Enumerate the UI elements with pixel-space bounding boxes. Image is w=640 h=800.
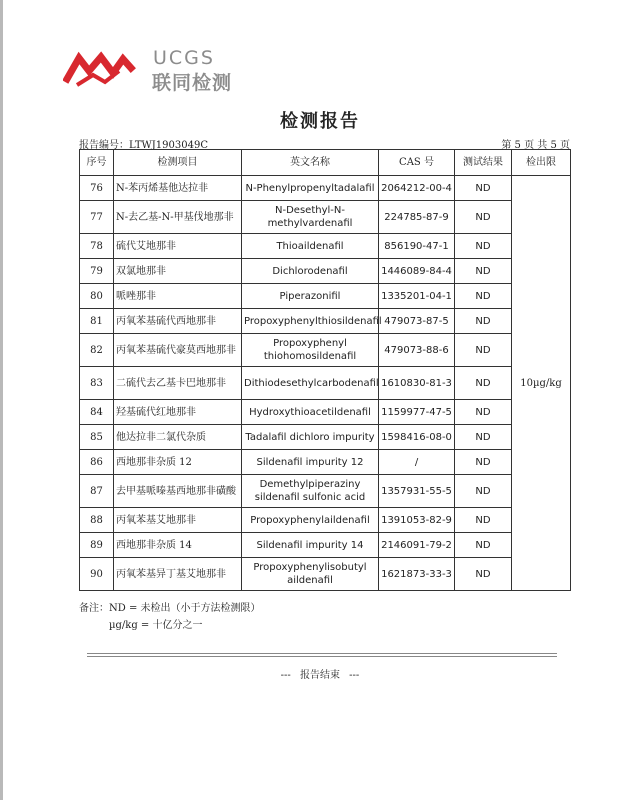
- row-english-name: N-Desethyl-N-methylvardenafil: [242, 201, 379, 234]
- table-row: [80, 508, 571, 533]
- row-english-name: Sildenafil impurity 14: [242, 533, 379, 558]
- table-row: [80, 533, 571, 558]
- row-result: ND: [455, 367, 512, 400]
- row-item: 丙氧苯基艾地那非: [114, 508, 242, 533]
- row-index: 80: [80, 284, 114, 309]
- row-index: 86: [80, 450, 114, 475]
- divider-line: [87, 653, 557, 657]
- page-title: 检测报告: [280, 111, 360, 132]
- row-english-name: Dithiodesethylcarbodenafil: [242, 367, 379, 400]
- header-cas: CAS 号: [379, 150, 455, 176]
- row-cas: 1159977-47-5: [379, 400, 455, 425]
- row-index: 81: [80, 309, 114, 334]
- row-result: ND: [455, 508, 512, 533]
- report-number: 报告编号：LTWJ1903049C: [79, 140, 208, 151]
- row-index: 78: [80, 234, 114, 259]
- row-item: 羟基硫代红地那非: [114, 400, 242, 425]
- row-item: 去甲基哌嗪基西地那非磺酸: [114, 475, 242, 508]
- logo-text-en: UCGS: [153, 47, 215, 69]
- row-english-name: Propoxyphenylisobutyl aildenafil: [242, 558, 379, 591]
- row-result: ND: [455, 334, 512, 367]
- row-item: 硫代艾地那非: [114, 234, 242, 259]
- row-result: ND: [455, 425, 512, 450]
- table-row: [80, 425, 571, 450]
- row-item: 他达拉非二氯代杂质: [114, 425, 242, 450]
- row-result: ND: [455, 234, 512, 259]
- row-index: 90: [80, 558, 114, 591]
- row-cas: /: [379, 450, 455, 475]
- row-index: 88: [80, 508, 114, 533]
- table-row: [80, 334, 571, 367]
- row-item: N-去乙基-N-甲基伐地那非: [114, 201, 242, 234]
- row-index: 84: [80, 400, 114, 425]
- row-result: ND: [455, 176, 512, 201]
- row-cas: 1391053-82-9: [379, 508, 455, 533]
- row-cas: 2146091-79-2: [379, 533, 455, 558]
- row-cas: 479073-88-6: [379, 334, 455, 367]
- row-english-name: Tadalafil dichloro impurity: [242, 425, 379, 450]
- row-item: 丙氧苯基异丁基艾地那非: [114, 558, 242, 591]
- row-cas: 1610830-81-3: [379, 367, 455, 400]
- row-result: ND: [455, 201, 512, 234]
- row-result: ND: [455, 475, 512, 508]
- row-index: 79: [80, 259, 114, 284]
- table-row: [80, 309, 571, 334]
- row-index: 82: [80, 334, 114, 367]
- row-result: ND: [455, 533, 512, 558]
- row-english-name: Sildenafil impurity 12: [242, 450, 379, 475]
- row-index: 77: [80, 201, 114, 234]
- row-item: 哌唑那非: [114, 284, 242, 309]
- row-cas: 479073-87-5: [379, 309, 455, 334]
- table-row: [80, 558, 571, 591]
- row-index: 87: [80, 475, 114, 508]
- results-table: [79, 149, 571, 591]
- table-row: [80, 400, 571, 425]
- row-cas: 856190-47-1: [379, 234, 455, 259]
- report-end: --- 报告结束 ---: [280, 670, 360, 681]
- note-unit: µg/kg = 十亿分之一: [109, 620, 203, 631]
- row-cas: 224785-87-9: [379, 201, 455, 234]
- row-result: ND: [455, 400, 512, 425]
- row-item: 西地那非杂质 14: [114, 533, 242, 558]
- table-row: [80, 475, 571, 508]
- company-logo: [63, 45, 253, 100]
- header-result: 测试结果: [455, 150, 512, 176]
- header-item: 检测项目: [114, 150, 242, 176]
- row-english-name: Demethylpiperaziny sildenafil sulfonic acid: [242, 475, 379, 508]
- row-english-name: Dichlorodenafil: [242, 259, 379, 284]
- row-english-name: Piperazonifil: [242, 284, 379, 309]
- header-english-name: 英文名称: [242, 150, 379, 176]
- table-header-row: [80, 150, 571, 176]
- row-cas: 2064212-00-4: [379, 176, 455, 201]
- row-result: ND: [455, 259, 512, 284]
- row-index: 83: [80, 367, 114, 400]
- row-item: 双氯地那非: [114, 259, 242, 284]
- row-index: 89: [80, 533, 114, 558]
- row-cas: 1446089-84-4: [379, 259, 455, 284]
- row-cas: 1598416-08-0: [379, 425, 455, 450]
- header-index: 序号: [80, 150, 114, 176]
- logo-mark-icon: [63, 49, 143, 89]
- row-index: 85: [80, 425, 114, 450]
- row-result: ND: [455, 450, 512, 475]
- table-row: [80, 450, 571, 475]
- row-item: N-苯丙烯基他达拉非: [114, 176, 242, 201]
- row-english-name: Propoxyphenylaildenafil: [242, 508, 379, 533]
- row-item: 西地那非杂质 12: [114, 450, 242, 475]
- row-result: ND: [455, 284, 512, 309]
- row-item: 二硫代去乙基卡巴地那非: [114, 367, 242, 400]
- row-english-name: Propoxyphenyl thiohomosildenafil: [242, 334, 379, 367]
- row-item: 丙氧苯基硫代豪莫西地那非: [114, 334, 242, 367]
- row-english-name: N-Phenylpropenyltadalafil: [242, 176, 379, 201]
- table-row: [80, 284, 571, 309]
- note-nd: 备注：ND = 未检出（小于方法检测限）: [79, 603, 261, 614]
- row-cas: 1357931-55-5: [379, 475, 455, 508]
- table-row: [80, 201, 571, 234]
- table-row: [80, 234, 571, 259]
- page-number: 第 5 页 共 5 页: [501, 140, 570, 151]
- row-english-name: Thioaildenafil: [242, 234, 379, 259]
- logo-text-cn: 联同检测: [152, 72, 233, 94]
- row-result: ND: [455, 558, 512, 591]
- row-result: ND: [455, 309, 512, 334]
- header-limit: 检出限: [512, 150, 571, 176]
- row-item: 丙氧苯基硫代西地那非: [114, 309, 242, 334]
- row-english-name: Hydroxythioacetildenafil: [242, 400, 379, 425]
- row-cas: 1621873-33-3: [379, 558, 455, 591]
- table-row: [80, 176, 571, 201]
- row-english-name: Propoxyphenylthiosildenafil: [242, 309, 379, 334]
- table-row: [80, 367, 571, 400]
- detection-limit: 10µg/kg: [512, 176, 571, 591]
- table-row: [80, 259, 571, 284]
- row-cas: 1335201-04-1: [379, 284, 455, 309]
- row-index: 76: [80, 176, 114, 201]
